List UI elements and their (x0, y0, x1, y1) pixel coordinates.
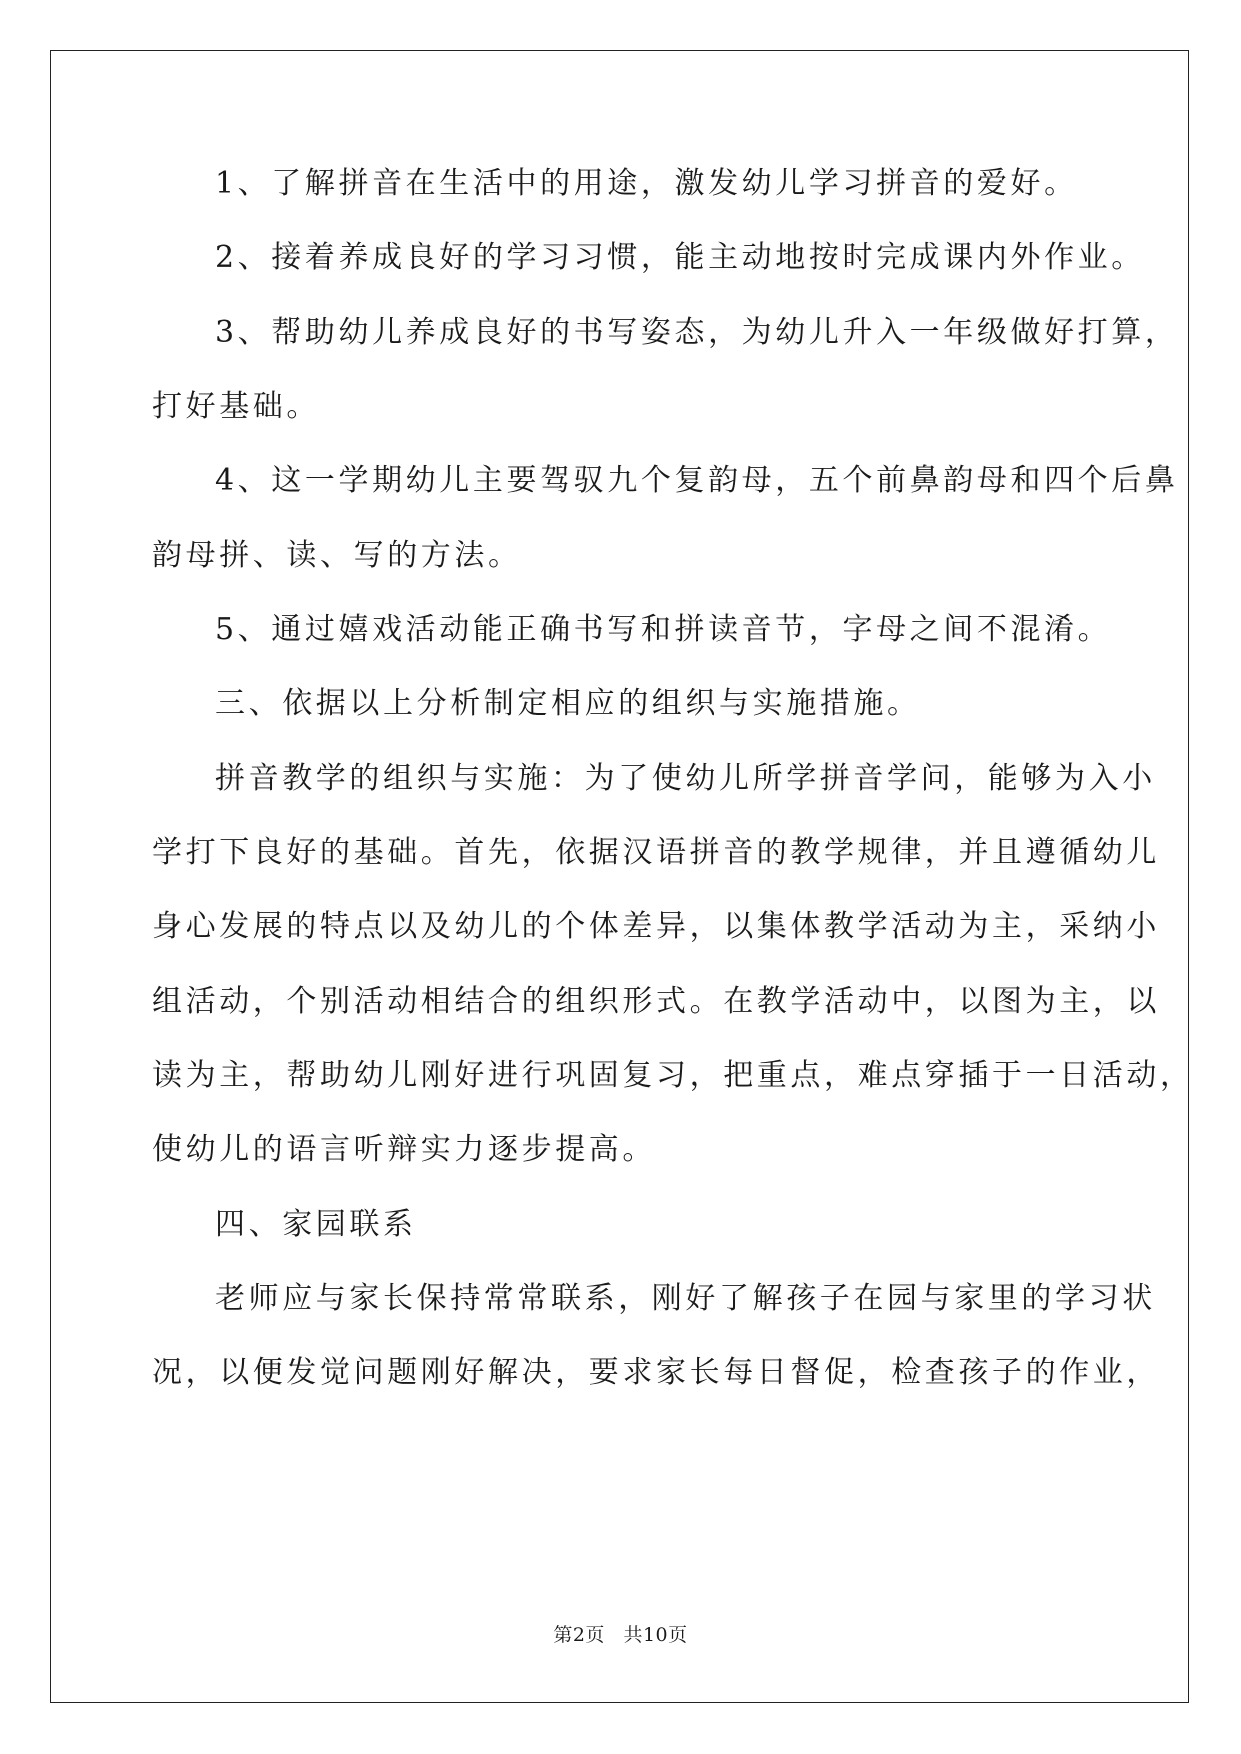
paragraph-line: 拼音教学的组织与实施：为了使幼儿所学拼音学问，能够为入小 (215, 761, 1156, 796)
paragraph-line: 5、通过嬉戏活动能正确书写和拼读音节，字母之间不混淆。 (215, 612, 1112, 647)
section-heading: 四、家园联系 (215, 1207, 417, 1242)
page-border (50, 50, 1189, 1703)
paragraph-line: 组活动，个别活动相结合的组织形式。在教学活动中，以图为主，以 (152, 984, 1160, 1019)
paragraph-line: 使幼儿的语言听辩实力逐步提高。 (152, 1132, 656, 1167)
paragraph-line: 打好基础。 (152, 389, 320, 424)
paragraph-line: 读为主，帮助幼儿刚好进行巩固复习，把重点，难点穿插于一日活动， (152, 1058, 1194, 1093)
page-total: 共10页 (623, 1624, 688, 1646)
page-footer (0, 1620, 1241, 1647)
paragraph-line: 老师应与家长保持常常联系，刚好了解孩子在园与家里的学习状 (215, 1281, 1156, 1316)
paragraph-line: 韵母拼、读、写的方法。 (152, 538, 522, 573)
page-number: 第2页 (553, 1624, 605, 1646)
paragraph-line: 况，以便发觉问题刚好解决，要求家长每日督促，检查孩子的作业， (152, 1355, 1160, 1390)
paragraph-line: 学打下良好的基础。首先，依据汉语拼音的教学规律，并且遵循幼儿 (152, 835, 1160, 870)
paragraph-line: 3、帮助幼儿养成良好的书写姿态，为幼儿升入一年级做好打算， (215, 315, 1179, 350)
paragraph-line: 4、这一学期幼儿主要驾驭九个复韵母，五个前鼻韵母和四个后鼻 (215, 463, 1179, 498)
paragraph-line: 2、接着养成良好的学习习惯，能主动地按时完成课内外作业。 (215, 240, 1145, 275)
section-heading: 三、依据以上分析制定相应的组织与实施措施。 (215, 686, 921, 721)
paragraph-line: 身心发展的特点以及幼儿的个体差异，以集体教学活动为主，采纳小 (152, 909, 1160, 944)
paragraph-line: 1、了解拼音在生活中的用途，激发幼儿学习拼音的爱好。 (215, 166, 1078, 201)
